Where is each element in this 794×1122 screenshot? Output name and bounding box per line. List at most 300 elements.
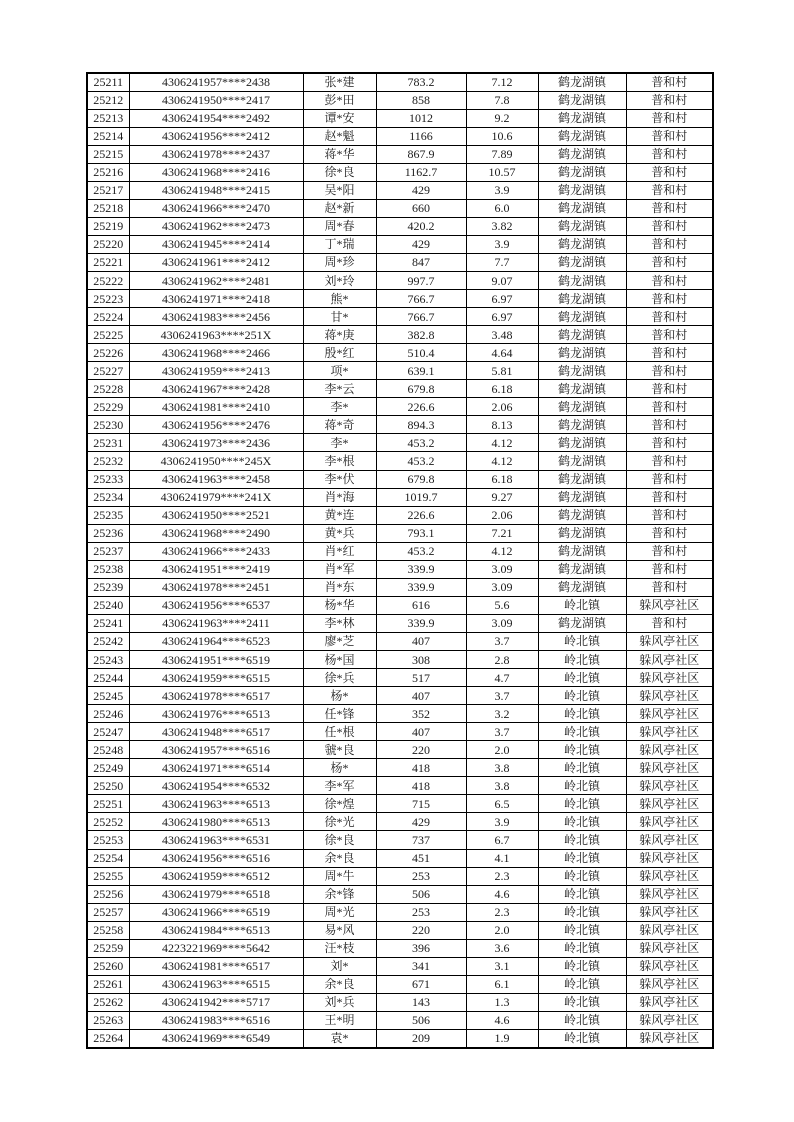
amount-cell: 341 [376, 957, 466, 975]
table-row [87, 632, 713, 650]
town-cell: 岭北镇 [538, 867, 626, 885]
table-row [87, 849, 713, 867]
village-cell: 普和村 [626, 344, 713, 362]
masked-id-number-cell: 4306241954****2492 [129, 109, 303, 127]
table-row [87, 362, 713, 380]
amount-cell: 253 [376, 903, 466, 921]
secondary-value-cell: 2.0 [466, 921, 538, 939]
town-cell: 岭北镇 [538, 777, 626, 795]
serial-no-cell: 25223 [87, 290, 129, 308]
town-cell: 鹤龙湖镇 [538, 488, 626, 506]
secondary-value-cell: 6.18 [466, 470, 538, 488]
serial-no-cell: 25222 [87, 272, 129, 290]
masked-id-number-cell: 4306241957****2438 [129, 73, 303, 91]
table-row [87, 308, 713, 326]
secondary-value-cell: 1.3 [466, 993, 538, 1011]
town-cell: 岭北镇 [538, 1011, 626, 1029]
masked-id-number-cell: 4306241956****6516 [129, 849, 303, 867]
masked-id-number-cell: 4306241984****6513 [129, 921, 303, 939]
serial-no-cell: 25211 [87, 73, 129, 91]
table-row [87, 127, 713, 145]
secondary-value-cell: 3.9 [466, 235, 538, 253]
village-cell: 躲风亭社区 [626, 1029, 713, 1048]
table-row [87, 199, 713, 217]
secondary-value-cell: 7.21 [466, 524, 538, 542]
secondary-value-cell: 4.6 [466, 885, 538, 903]
table-row [87, 524, 713, 542]
masked-id-number-cell: 4306241959****2413 [129, 362, 303, 380]
masked-id-number-cell: 4306241956****2412 [129, 127, 303, 145]
secondary-value-cell: 10.6 [466, 127, 538, 145]
table-row [87, 434, 713, 452]
town-cell: 鹤龙湖镇 [538, 217, 626, 235]
masked-name-cell: 杨*国 [303, 651, 376, 669]
secondary-value-cell: 7.8 [466, 91, 538, 109]
masked-id-number-cell: 4306241957****6516 [129, 741, 303, 759]
masked-name-cell: 徐*光 [303, 813, 376, 831]
serial-no-cell: 25240 [87, 596, 129, 614]
table-row [87, 73, 713, 91]
table-row [87, 235, 713, 253]
town-cell: 鹤龙湖镇 [538, 398, 626, 416]
serial-no-cell: 25238 [87, 560, 129, 578]
table-row [87, 867, 713, 885]
secondary-value-cell: 3.09 [466, 578, 538, 596]
serial-no-cell: 25247 [87, 723, 129, 741]
masked-id-number-cell: 4306241950****2417 [129, 91, 303, 109]
masked-id-number-cell: 4306241962****2473 [129, 217, 303, 235]
masked-id-number-cell: 4306241956****2476 [129, 416, 303, 434]
masked-id-number-cell: 4306241968****2466 [129, 344, 303, 362]
masked-id-number-cell: 4306241948****6517 [129, 723, 303, 741]
amount-cell: 143 [376, 993, 466, 1011]
amount-cell: 339.9 [376, 614, 466, 632]
town-cell: 岭北镇 [538, 975, 626, 993]
masked-name-cell: 余*良 [303, 975, 376, 993]
masked-name-cell: 余*锋 [303, 885, 376, 903]
serial-no-cell: 25257 [87, 903, 129, 921]
masked-name-cell: 蒋*奇 [303, 416, 376, 434]
masked-name-cell: 蒋*华 [303, 145, 376, 163]
masked-id-number-cell: 4306241971****6514 [129, 759, 303, 777]
masked-name-cell: 周*光 [303, 903, 376, 921]
serial-no-cell: 25227 [87, 362, 129, 380]
masked-id-number-cell: 4306241967****2428 [129, 380, 303, 398]
town-cell: 岭北镇 [538, 993, 626, 1011]
masked-name-cell: 杨* [303, 759, 376, 777]
serial-no-cell: 25253 [87, 831, 129, 849]
masked-id-number-cell: 4306241963****2458 [129, 470, 303, 488]
table-row [87, 1029, 713, 1048]
amount-cell: 453.2 [376, 542, 466, 560]
table-row [87, 344, 713, 362]
subsidy-list-table [86, 72, 714, 1049]
town-cell: 鹤龙湖镇 [538, 560, 626, 578]
masked-name-cell: 刘*兵 [303, 993, 376, 1011]
masked-name-cell: 丁*瑞 [303, 235, 376, 253]
village-cell: 普和村 [626, 163, 713, 181]
amount-cell: 847 [376, 253, 466, 271]
amount-cell: 453.2 [376, 452, 466, 470]
serial-no-cell: 25242 [87, 632, 129, 650]
serial-no-cell: 25219 [87, 217, 129, 235]
table-row [87, 253, 713, 271]
masked-name-cell: 肖*红 [303, 542, 376, 560]
table-row [87, 993, 713, 1011]
secondary-value-cell: 5.81 [466, 362, 538, 380]
table-row [87, 885, 713, 903]
town-cell: 鹤龙湖镇 [538, 145, 626, 163]
serial-no-cell: 25218 [87, 199, 129, 217]
serial-no-cell: 25241 [87, 614, 129, 632]
village-cell: 普和村 [626, 199, 713, 217]
town-cell: 岭北镇 [538, 903, 626, 921]
village-cell: 躲风亭社区 [626, 705, 713, 723]
secondary-value-cell: 5.6 [466, 596, 538, 614]
serial-no-cell: 25243 [87, 651, 129, 669]
amount-cell: 671 [376, 975, 466, 993]
secondary-value-cell: 3.9 [466, 181, 538, 199]
serial-no-cell: 25245 [87, 687, 129, 705]
serial-no-cell: 25217 [87, 181, 129, 199]
town-cell: 鹤龙湖镇 [538, 326, 626, 344]
masked-id-number-cell: 4306241983****2456 [129, 308, 303, 326]
town-cell: 鹤龙湖镇 [538, 542, 626, 560]
amount-cell: 1166 [376, 127, 466, 145]
masked-id-number-cell: 4306241968****2490 [129, 524, 303, 542]
village-cell: 普和村 [626, 145, 713, 163]
amount-cell: 451 [376, 849, 466, 867]
serial-no-cell: 25215 [87, 145, 129, 163]
village-cell: 躲风亭社区 [626, 921, 713, 939]
masked-id-number-cell: 4306241971****2418 [129, 290, 303, 308]
masked-name-cell: 周*珍 [303, 253, 376, 271]
table-row [87, 1011, 713, 1029]
masked-name-cell: 彭*田 [303, 91, 376, 109]
serial-no-cell: 25228 [87, 380, 129, 398]
town-cell: 岭北镇 [538, 831, 626, 849]
masked-name-cell: 蒋*庚 [303, 326, 376, 344]
village-cell: 普和村 [626, 434, 713, 452]
secondary-value-cell: 2.3 [466, 867, 538, 885]
village-cell: 躲风亭社区 [626, 957, 713, 975]
table-row [87, 596, 713, 614]
village-cell: 普和村 [626, 614, 713, 632]
serial-no-cell: 25214 [87, 127, 129, 145]
town-cell: 鹤龙湖镇 [538, 362, 626, 380]
amount-cell: 220 [376, 921, 466, 939]
village-cell: 普和村 [626, 578, 713, 596]
secondary-value-cell: 1.9 [466, 1029, 538, 1048]
table-row [87, 795, 713, 813]
secondary-value-cell: 2.0 [466, 741, 538, 759]
masked-name-cell: 徐*兵 [303, 669, 376, 687]
serial-no-cell: 25236 [87, 524, 129, 542]
table-row [87, 217, 713, 235]
masked-name-cell: 李*根 [303, 452, 376, 470]
serial-no-cell: 25244 [87, 669, 129, 687]
amount-cell: 418 [376, 759, 466, 777]
town-cell: 鹤龙湖镇 [538, 578, 626, 596]
secondary-value-cell: 9.07 [466, 272, 538, 290]
masked-id-number-cell: 4306241954****6532 [129, 777, 303, 795]
table-row [87, 506, 713, 524]
masked-name-cell: 周*牛 [303, 867, 376, 885]
masked-id-number-cell: 4306241959****6515 [129, 669, 303, 687]
town-cell: 鹤龙湖镇 [538, 524, 626, 542]
amount-cell: 407 [376, 723, 466, 741]
masked-name-cell: 徐*良 [303, 831, 376, 849]
serial-no-cell: 25221 [87, 253, 129, 271]
serial-no-cell: 25254 [87, 849, 129, 867]
village-cell: 躲风亭社区 [626, 651, 713, 669]
village-cell: 普和村 [626, 416, 713, 434]
village-cell: 普和村 [626, 127, 713, 145]
secondary-value-cell: 6.5 [466, 795, 538, 813]
town-cell: 鹤龙湖镇 [538, 235, 626, 253]
town-cell: 鹤龙湖镇 [538, 199, 626, 217]
secondary-value-cell: 4.12 [466, 542, 538, 560]
table-row [87, 398, 713, 416]
masked-name-cell: 张*建 [303, 73, 376, 91]
village-cell: 躲风亭社区 [626, 759, 713, 777]
amount-cell: 429 [376, 181, 466, 199]
table-row [87, 578, 713, 596]
table-row [87, 560, 713, 578]
amount-cell: 339.9 [376, 560, 466, 578]
village-cell: 躲风亭社区 [626, 885, 713, 903]
secondary-value-cell: 3.09 [466, 560, 538, 578]
amount-cell: 660 [376, 199, 466, 217]
serial-no-cell: 25261 [87, 975, 129, 993]
masked-id-number-cell: 4306241945****2414 [129, 235, 303, 253]
masked-id-number-cell: 4306241951****2419 [129, 560, 303, 578]
amount-cell: 407 [376, 632, 466, 650]
serial-no-cell: 25250 [87, 777, 129, 795]
amount-cell: 220 [376, 741, 466, 759]
table-row [87, 181, 713, 199]
masked-name-cell: 王*明 [303, 1011, 376, 1029]
secondary-value-cell: 3.82 [466, 217, 538, 235]
table-body [87, 73, 713, 1048]
serial-no-cell: 25258 [87, 921, 129, 939]
town-cell: 岭北镇 [538, 885, 626, 903]
table-row [87, 975, 713, 993]
town-cell: 岭北镇 [538, 651, 626, 669]
serial-no-cell: 25252 [87, 813, 129, 831]
masked-name-cell: 杨* [303, 687, 376, 705]
table-row [87, 687, 713, 705]
amount-cell: 1019.7 [376, 488, 466, 506]
table-row [87, 903, 713, 921]
town-cell: 鹤龙湖镇 [538, 272, 626, 290]
masked-id-number-cell: 4306241980****6513 [129, 813, 303, 831]
amount-cell: 1012 [376, 109, 466, 127]
amount-cell: 253 [376, 867, 466, 885]
serial-no-cell: 25213 [87, 109, 129, 127]
masked-name-cell: 李*林 [303, 614, 376, 632]
masked-name-cell: 赵*新 [303, 199, 376, 217]
table-row [87, 669, 713, 687]
secondary-value-cell: 9.27 [466, 488, 538, 506]
town-cell: 鹤龙湖镇 [538, 434, 626, 452]
masked-id-number-cell: 4306241966****2470 [129, 199, 303, 217]
masked-name-cell: 徐*煌 [303, 795, 376, 813]
secondary-value-cell: 3.09 [466, 614, 538, 632]
town-cell: 鹤龙湖镇 [538, 127, 626, 145]
table-row [87, 777, 713, 795]
masked-name-cell: 余*良 [303, 849, 376, 867]
table-row [87, 163, 713, 181]
amount-cell: 407 [376, 687, 466, 705]
table-row [87, 831, 713, 849]
amount-cell: 616 [376, 596, 466, 614]
amount-cell: 453.2 [376, 434, 466, 452]
masked-name-cell: 黄*连 [303, 506, 376, 524]
secondary-value-cell: 4.1 [466, 849, 538, 867]
masked-name-cell: 肖*海 [303, 488, 376, 506]
amount-cell: 382.8 [376, 326, 466, 344]
secondary-value-cell: 7.7 [466, 253, 538, 271]
town-cell: 鹤龙湖镇 [538, 416, 626, 434]
secondary-value-cell: 2.3 [466, 903, 538, 921]
village-cell: 躲风亭社区 [626, 741, 713, 759]
amount-cell: 226.6 [376, 506, 466, 524]
secondary-value-cell: 6.7 [466, 831, 538, 849]
secondary-value-cell: 7.12 [466, 73, 538, 91]
town-cell: 岭北镇 [538, 939, 626, 957]
masked-name-cell: 刘*玲 [303, 272, 376, 290]
amount-cell: 1162.7 [376, 163, 466, 181]
masked-name-cell: 李* [303, 434, 376, 452]
town-cell: 鹤龙湖镇 [538, 344, 626, 362]
secondary-value-cell: 3.1 [466, 957, 538, 975]
masked-id-number-cell: 4306241959****6512 [129, 867, 303, 885]
masked-name-cell: 赵*魁 [303, 127, 376, 145]
table-row [87, 813, 713, 831]
amount-cell: 506 [376, 885, 466, 903]
town-cell: 鹤龙湖镇 [538, 163, 626, 181]
serial-no-cell: 25263 [87, 1011, 129, 1029]
table-row [87, 759, 713, 777]
serial-no-cell: 25239 [87, 578, 129, 596]
village-cell: 普和村 [626, 181, 713, 199]
amount-cell: 209 [376, 1029, 466, 1048]
table-row [87, 290, 713, 308]
masked-id-number-cell: 4306241951****6519 [129, 651, 303, 669]
secondary-value-cell: 7.89 [466, 145, 538, 163]
amount-cell: 418 [376, 777, 466, 795]
village-cell: 普和村 [626, 470, 713, 488]
village-cell: 躲风亭社区 [626, 723, 713, 741]
serial-no-cell: 25249 [87, 759, 129, 777]
serial-no-cell: 25226 [87, 344, 129, 362]
amount-cell: 352 [376, 705, 466, 723]
amount-cell: 308 [376, 651, 466, 669]
table-row [87, 939, 713, 957]
masked-id-number-cell: 4306241978****6517 [129, 687, 303, 705]
masked-id-number-cell: 4306241979****241X [129, 488, 303, 506]
town-cell: 鹤龙湖镇 [538, 91, 626, 109]
town-cell: 岭北镇 [538, 957, 626, 975]
secondary-value-cell: 6.97 [466, 308, 538, 326]
masked-name-cell: 吴*阳 [303, 181, 376, 199]
serial-no-cell: 25232 [87, 452, 129, 470]
table-row [87, 651, 713, 669]
town-cell: 岭北镇 [538, 849, 626, 867]
serial-no-cell: 25230 [87, 416, 129, 434]
masked-id-number-cell: 4306241978****2437 [129, 145, 303, 163]
masked-id-number-cell: 4306241968****2416 [129, 163, 303, 181]
masked-name-cell: 黄*兵 [303, 524, 376, 542]
masked-id-number-cell: 4306241966****6519 [129, 903, 303, 921]
serial-no-cell: 25251 [87, 795, 129, 813]
secondary-value-cell: 6.1 [466, 975, 538, 993]
masked-name-cell: 肖*东 [303, 578, 376, 596]
serial-no-cell: 25255 [87, 867, 129, 885]
secondary-value-cell: 8.13 [466, 416, 538, 434]
town-cell: 岭北镇 [538, 723, 626, 741]
amount-cell: 858 [376, 91, 466, 109]
amount-cell: 510.4 [376, 344, 466, 362]
village-cell: 躲风亭社区 [626, 903, 713, 921]
amount-cell: 737 [376, 831, 466, 849]
serial-no-cell: 25259 [87, 939, 129, 957]
serial-no-cell: 25229 [87, 398, 129, 416]
masked-id-number-cell: 4306241981****2410 [129, 398, 303, 416]
amount-cell: 339.9 [376, 578, 466, 596]
village-cell: 普和村 [626, 452, 713, 470]
masked-id-number-cell: 4306241973****2436 [129, 434, 303, 452]
village-cell: 普和村 [626, 253, 713, 271]
table-row [87, 723, 713, 741]
town-cell: 鹤龙湖镇 [538, 614, 626, 632]
town-cell: 岭北镇 [538, 759, 626, 777]
town-cell: 岭北镇 [538, 795, 626, 813]
secondary-value-cell: 3.7 [466, 723, 538, 741]
town-cell: 岭北镇 [538, 921, 626, 939]
masked-id-number-cell: 4223221969****5642 [129, 939, 303, 957]
secondary-value-cell: 10.57 [466, 163, 538, 181]
table-row [87, 488, 713, 506]
village-cell: 躲风亭社区 [626, 1011, 713, 1029]
secondary-value-cell: 2.8 [466, 651, 538, 669]
town-cell: 岭北镇 [538, 669, 626, 687]
amount-cell: 226.6 [376, 398, 466, 416]
amount-cell: 679.8 [376, 470, 466, 488]
masked-id-number-cell: 4306241961****2412 [129, 253, 303, 271]
masked-id-number-cell: 4306241950****2521 [129, 506, 303, 524]
secondary-value-cell: 4.7 [466, 669, 538, 687]
masked-id-number-cell: 4306241942****5717 [129, 993, 303, 1011]
amount-cell: 766.7 [376, 290, 466, 308]
masked-name-cell: 李*军 [303, 777, 376, 795]
table-row [87, 542, 713, 560]
table-row [87, 705, 713, 723]
serial-no-cell: 25225 [87, 326, 129, 344]
masked-name-cell: 李*云 [303, 380, 376, 398]
secondary-value-cell: 6.0 [466, 199, 538, 217]
table-row [87, 470, 713, 488]
town-cell: 鹤龙湖镇 [538, 73, 626, 91]
town-cell: 鹤龙湖镇 [538, 290, 626, 308]
serial-no-cell: 25260 [87, 957, 129, 975]
masked-id-number-cell: 4306241964****6523 [129, 632, 303, 650]
town-cell: 岭北镇 [538, 632, 626, 650]
amount-cell: 639.1 [376, 362, 466, 380]
secondary-value-cell: 6.18 [466, 380, 538, 398]
amount-cell: 766.7 [376, 308, 466, 326]
